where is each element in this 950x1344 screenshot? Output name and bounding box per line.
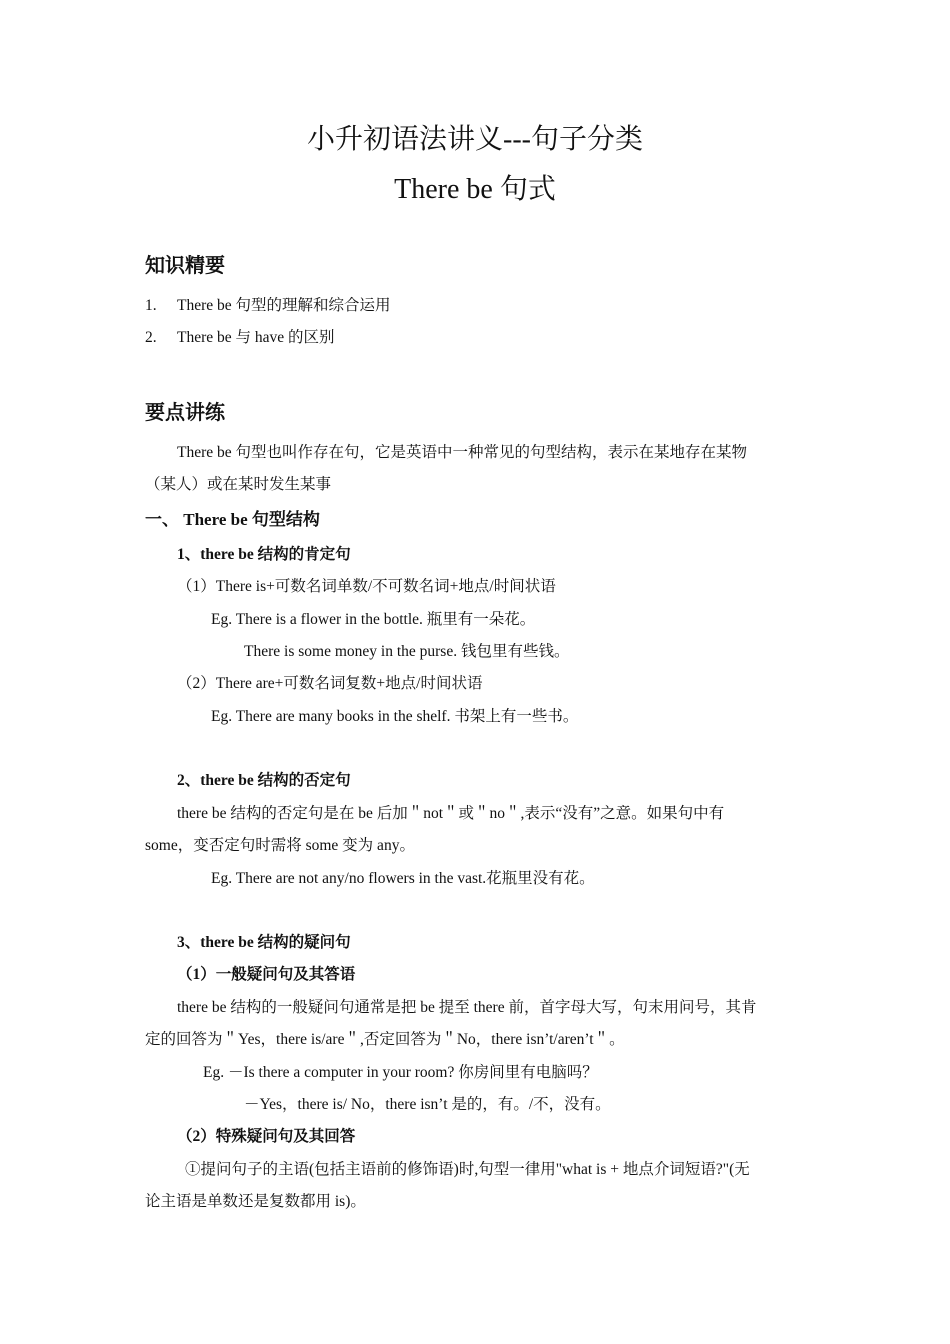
list-item	[145, 296, 391, 316]
subsection-title: 1、there be 结构的肯定句	[177, 546, 351, 563]
example-line: Eg. There is a flower in the bottle. 瓶里有一朵花。	[211, 611, 536, 628]
list-item	[145, 328, 335, 348]
example-question: Eg. －Is there a computer in your room? 你房间里有电脑吗？	[203, 1064, 598, 1081]
paragraph-line: 论主语是单数还是复数都用 is)。	[145, 1193, 366, 1210]
example-line: Eg. There are not any/no flowers in the vast.花瓶里没有花。	[211, 870, 595, 887]
rule-line: （1）There is+可数名词单数/不可数名词+地点/时间状语	[177, 578, 556, 595]
subsection-title: 2、there be 结构的否定句	[177, 772, 351, 789]
part-title: （1）一般疑问句及其答语	[177, 966, 356, 983]
points-heading: 要点讲练	[145, 400, 225, 424]
subsection-title: 3、there be 结构的疑问句	[177, 934, 351, 951]
paragraph-line: there be 结构的否定句是在 be 后加＂not＂或＂no＂,表示“没有”之意。如果句中有	[177, 805, 725, 822]
intro-paragraph-line: There be 句型也叫作存在句，它是英语中一种常见的句型结构，表示在某地存在某物	[177, 444, 748, 461]
paragraph-line: some，变否定句时需将 some 变为 any。	[145, 837, 415, 854]
paragraph-line: ①提问句子的主语(包括主语前的修饰语)时,句型一律用"what is + 地点介词短语?"(无	[185, 1161, 750, 1178]
paragraph-line: there be 结构的一般疑问句通常是把 be 提至 there 前，首字母大写，句末用问号，其肯	[177, 999, 757, 1016]
list-item-text: There be 与 have 的区别	[177, 329, 335, 346]
intro-paragraph-line: （某人）或在某时发生某事	[145, 476, 332, 493]
list-item-number: 1.	[145, 297, 157, 314]
list-item-number: 2.	[145, 329, 157, 346]
paragraph-line: 定的回答为＂Yes，there is/are＂,否定回答为＂No，there isn’t/aren’t＂。	[145, 1031, 625, 1048]
knowledge-heading: 知识精要	[145, 253, 225, 277]
example-line: There is some money in the purse. 钱包里有些钱。	[244, 643, 570, 660]
part-title: （2）特殊疑问句及其回答	[177, 1128, 356, 1145]
section-title: 一、 There be 句型结构	[145, 510, 320, 529]
list-item-text: There be 句型的理解和综合运用	[177, 297, 391, 314]
example-line: Eg. There are many books in the shelf. 书架上有一些书。	[211, 708, 579, 725]
example-answer: －Yes，there is/ No，there isn’t 是的，有。/不，没有。	[244, 1096, 611, 1113]
page-title: 小升初语法讲义---句子分类	[307, 124, 643, 155]
rule-line: （2）There are+可数名词复数+地点/时间状语	[177, 675, 483, 692]
page-subtitle: There be 句式	[394, 174, 556, 205]
